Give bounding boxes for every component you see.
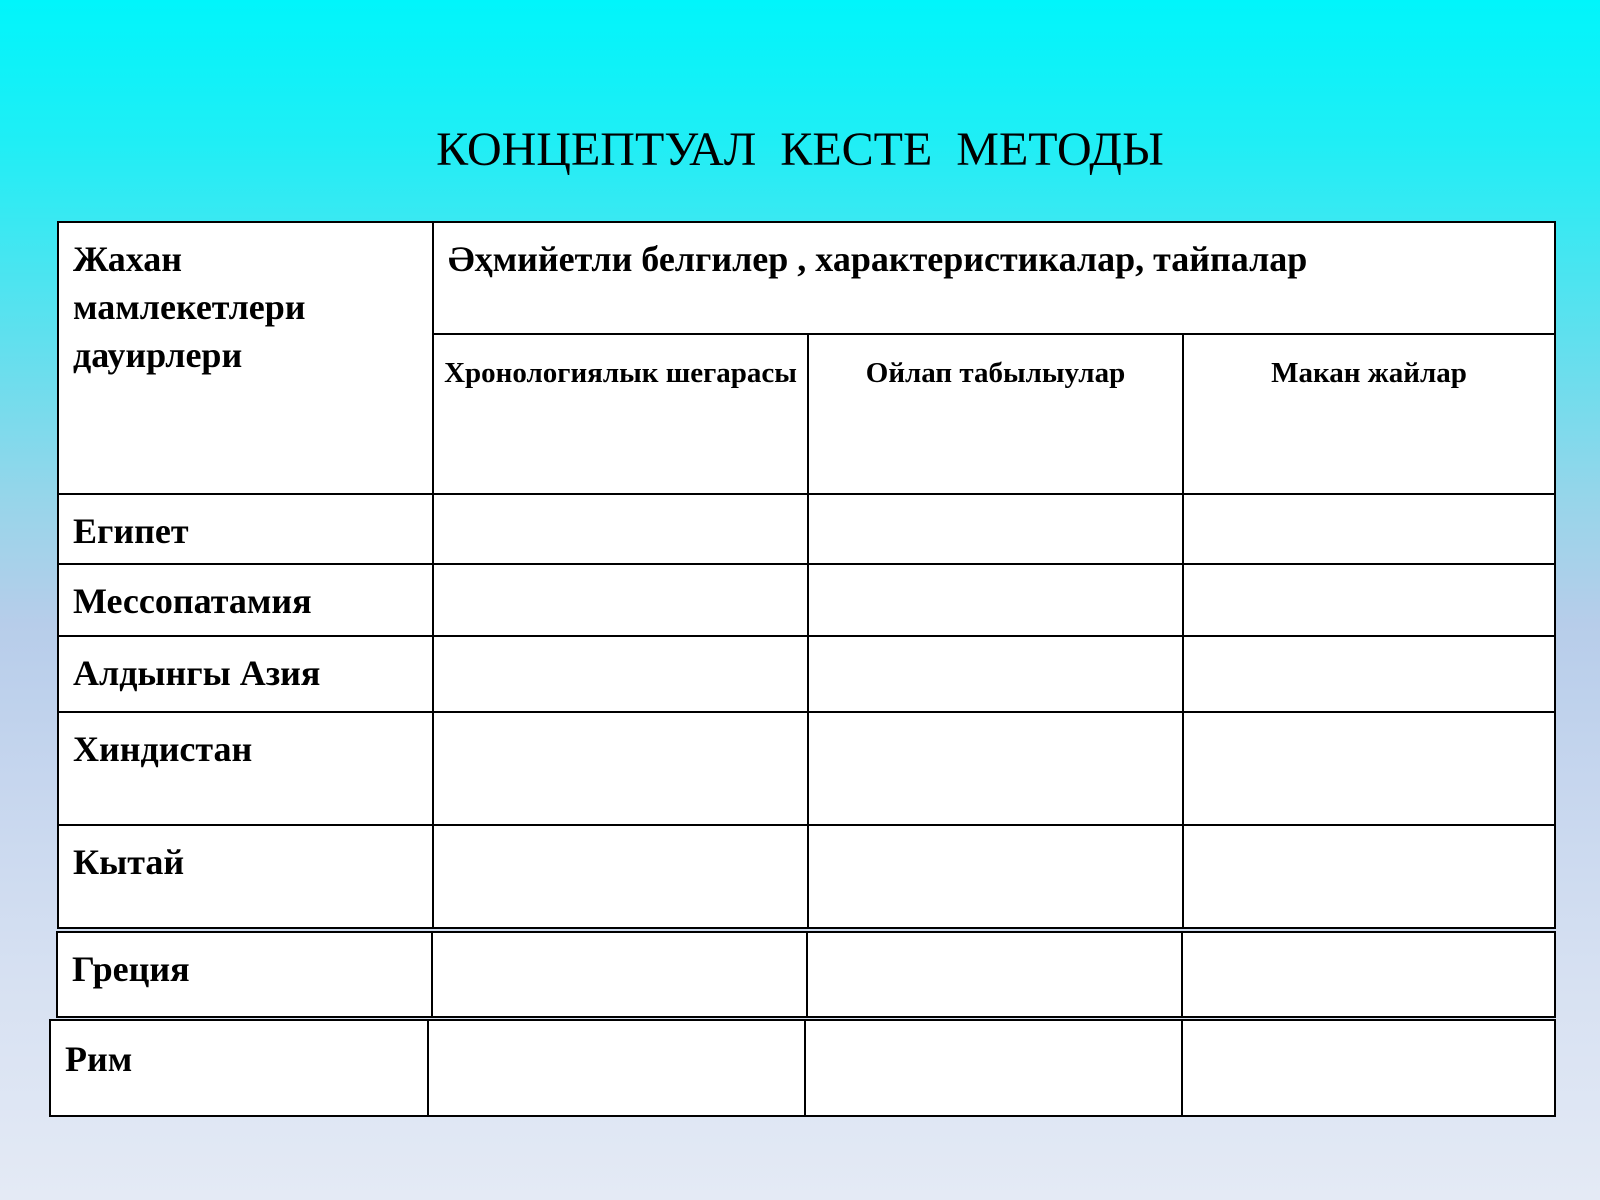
table-cell[interactable] — [808, 933, 1183, 1016]
header-important-features: Әҳмийетли белгилер , характеристикалар, тайпалар — [434, 223, 1554, 335]
subheader-inventions-label: Ойлап табылыулар — [865, 357, 1126, 389]
table-cell[interactable] — [1184, 826, 1554, 927]
table-cell[interactable] — [429, 1021, 806, 1115]
subheader-settlements-label: Макан жайлар — [1271, 357, 1467, 389]
table-cell[interactable] — [809, 826, 1184, 927]
table-cell[interactable] — [1184, 565, 1554, 637]
table-cell[interactable] — [434, 565, 809, 637]
table-cell[interactable] — [434, 713, 809, 826]
table-cell[interactable] — [809, 495, 1184, 565]
table-row-rome — [49, 1019, 1556, 1117]
row-label-mesopotamia: Мессопатамия — [59, 565, 434, 637]
table-cell[interactable] — [809, 637, 1184, 713]
table-cell[interactable] — [1184, 713, 1554, 826]
table-cell[interactable] — [434, 826, 809, 927]
table-cell[interactable] — [1184, 637, 1554, 713]
table-cell[interactable] — [809, 713, 1184, 826]
row-label-rome: Рим — [51, 1021, 429, 1115]
table-cell[interactable] — [433, 933, 808, 1016]
table-cell[interactable] — [1184, 495, 1554, 565]
table-row-greece — [56, 931, 1556, 1018]
subheader-inventions — [809, 335, 1184, 495]
concept-table — [57, 221, 1556, 929]
table-cell[interactable] — [806, 1021, 1183, 1115]
row-label-near-east: Алдынгы Азия — [59, 637, 434, 713]
row-label-egypt: Египет — [59, 495, 434, 565]
subheader-chronology-label: Хронологиялык шегарасы — [444, 357, 797, 389]
row-label-china: Кытай — [59, 826, 434, 927]
slide-title: КОНЦЕПТУАЛ КЕСТЕ МЕТОДЫ — [436, 123, 1164, 176]
table-cell[interactable] — [434, 637, 809, 713]
table-cell[interactable] — [1183, 933, 1554, 1016]
row-label-greece: Греция — [58, 933, 433, 1016]
subheader-settlements — [1184, 335, 1554, 495]
table-cell[interactable] — [434, 495, 809, 565]
row-label-india: Хиндистан — [59, 713, 434, 826]
table-cell[interactable] — [809, 565, 1184, 637]
subheader-chronology — [434, 335, 809, 495]
table-cell[interactable] — [1183, 1021, 1554, 1115]
header-corner-states-eras: Жахан мамлекетлери дауирлери — [59, 223, 434, 495]
